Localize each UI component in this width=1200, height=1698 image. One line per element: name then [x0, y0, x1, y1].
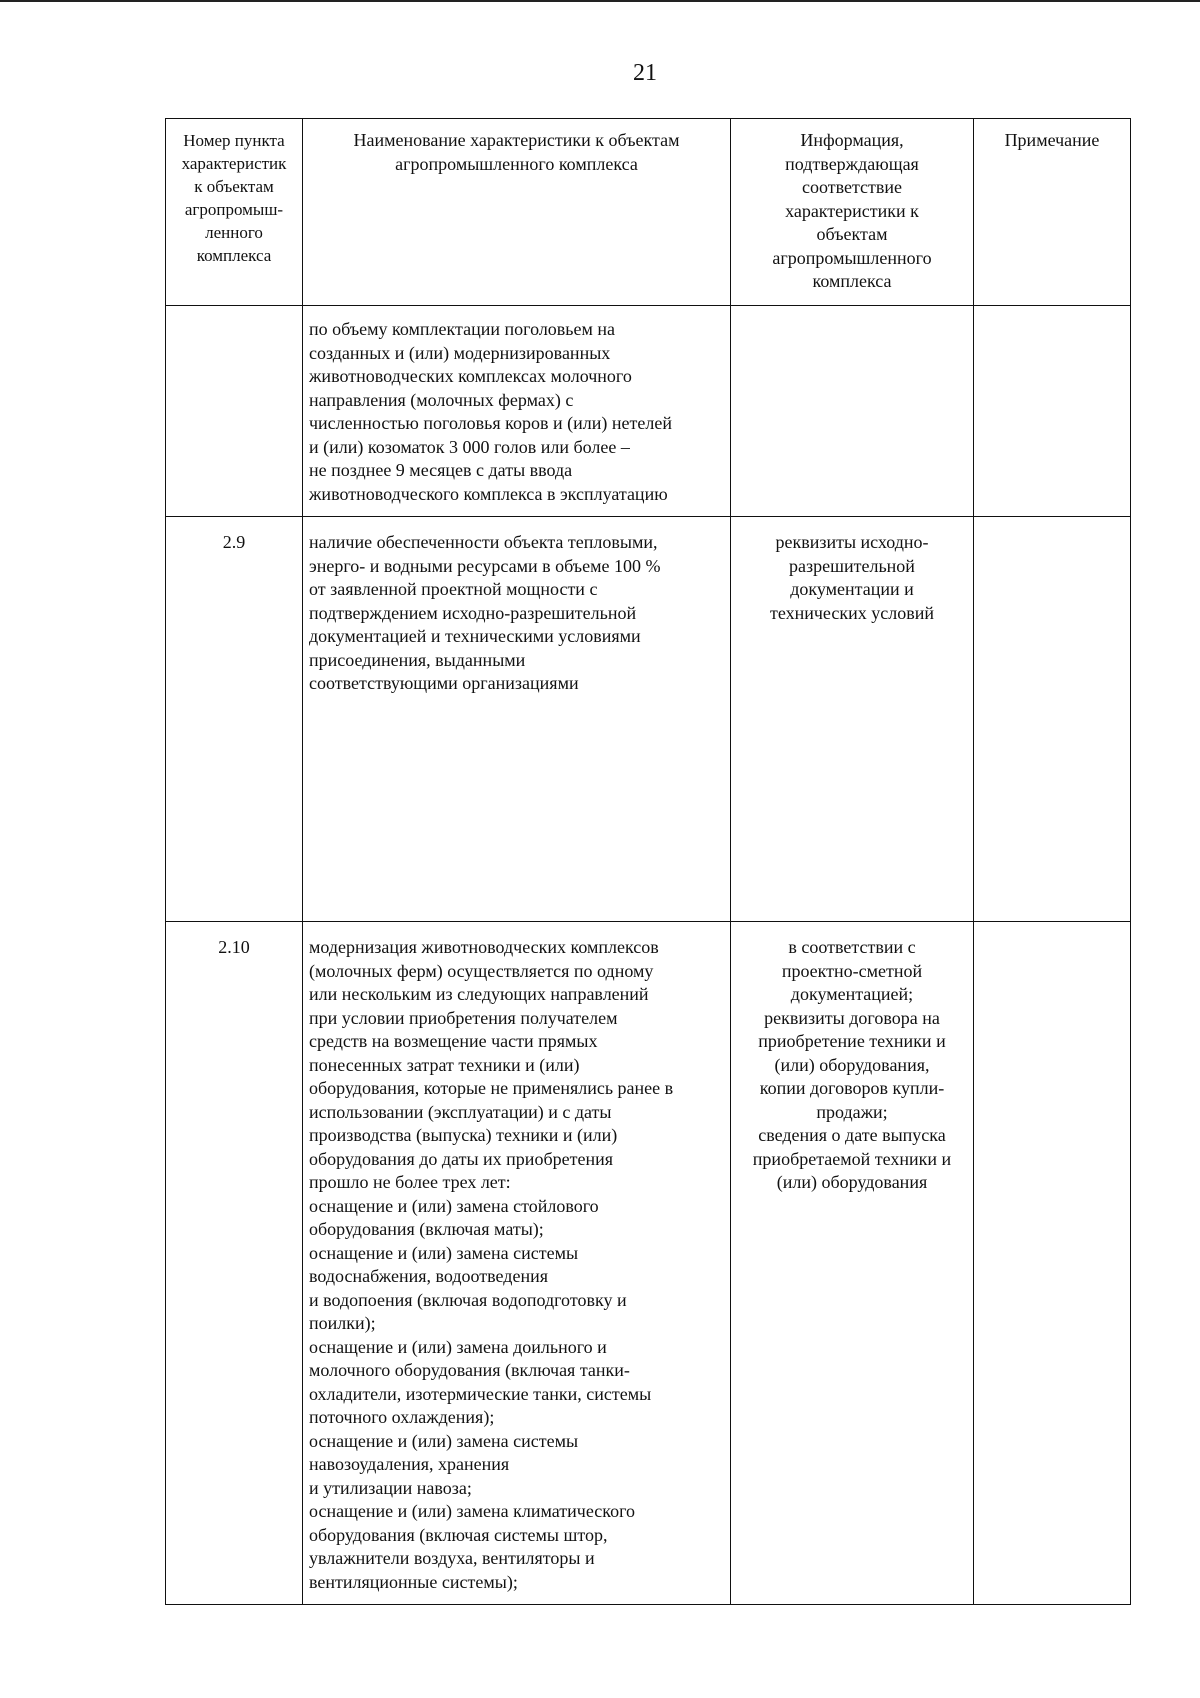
- header-confirming-info: Информация, подтверждающая соответствие характеристики к объектам агропромышленного комплекса: [731, 119, 974, 306]
- top-border-line: [0, 0, 1200, 2]
- table-row: [166, 517, 1131, 922]
- table-header-row: [166, 119, 1131, 306]
- header-characteristic-name: Наименование характеристики к объектам агропромышленного комплекса: [303, 119, 731, 306]
- page-number: 21: [633, 60, 657, 86]
- row-characteristic-text: по объему комплектации поголовьем на созданных и (или) модернизированных животноводческих комплексах молочного направления (молочных фермах) с численностью поголовья коров и (или) нетелей и (или) козоматок 3 000 голов или более – не позднее 9 месяцев с даты ввода животноводческого комплекса в эксплуатацию: [303, 306, 731, 517]
- row-characteristic-text: модернизация животноводческих комплексов (молочных ферм) осуществляется по одному или нескольким из следующих направлений при условии приобретения получателем средств на возмещение части прямых понесенных затрат техники и (или) оборудования, которые не применялись ранее в использовании (эксплуатации) и с даты производства (выпуска) техники и (или) оборудования до даты их приобретения прошло не более трех лет: оснащение и (или) замена стойлового оборудования (включая маты); оснащение и (или) замена системы водоснабжения, водоотведения и водопоения (включая водоподготовку и поилки); оснащение и (или) замена доильного и молочного оборудования (включая танки- охладители, изотермические танки, системы поточного охлаждения); оснащение и (или) замена системы навозоудаления, хранения и утилизации навоза; оснащение и (или) замена климатического оборудования (включая системы штор, увлажнители воздуха, вентиляторы и вентиляционные системы);: [303, 922, 731, 1605]
- row-note: [974, 517, 1131, 922]
- header-note: Примечание: [974, 119, 1131, 306]
- row-note: [974, 922, 1131, 1605]
- row-confirming-info: [731, 306, 974, 517]
- row-number: 2.10: [166, 922, 303, 1605]
- row-confirming-info: в соответствии с проектно-сметной документацией; реквизиты договора на приобретение техники и (или) оборудования, копии договоров купли- продажи; сведения о дате выпуска приобретаемой техники и (или) оборудования: [731, 922, 974, 1605]
- row-number: 2.9: [166, 517, 303, 922]
- row-characteristic-text: наличие обеспеченности объекта тепловыми, энерго- и водными ресурсами в объеме 100 % от заявленной проектной мощности с подтверждением исходно-разрешительной документацией и техническими условиями присоединения, выданными соответствующими организациями: [303, 517, 731, 922]
- header-item-number: Номер пункта характеристик к объектам агропромыш- ленного комплекса: [166, 119, 303, 306]
- table-row: [166, 306, 1131, 517]
- characteristics-table: [165, 118, 1131, 1605]
- row-number: [166, 306, 303, 517]
- table-row: [166, 922, 1131, 1605]
- row-note: [974, 306, 1131, 517]
- row-confirming-info: реквизиты исходно- разрешительной документации и технических условий: [731, 517, 974, 922]
